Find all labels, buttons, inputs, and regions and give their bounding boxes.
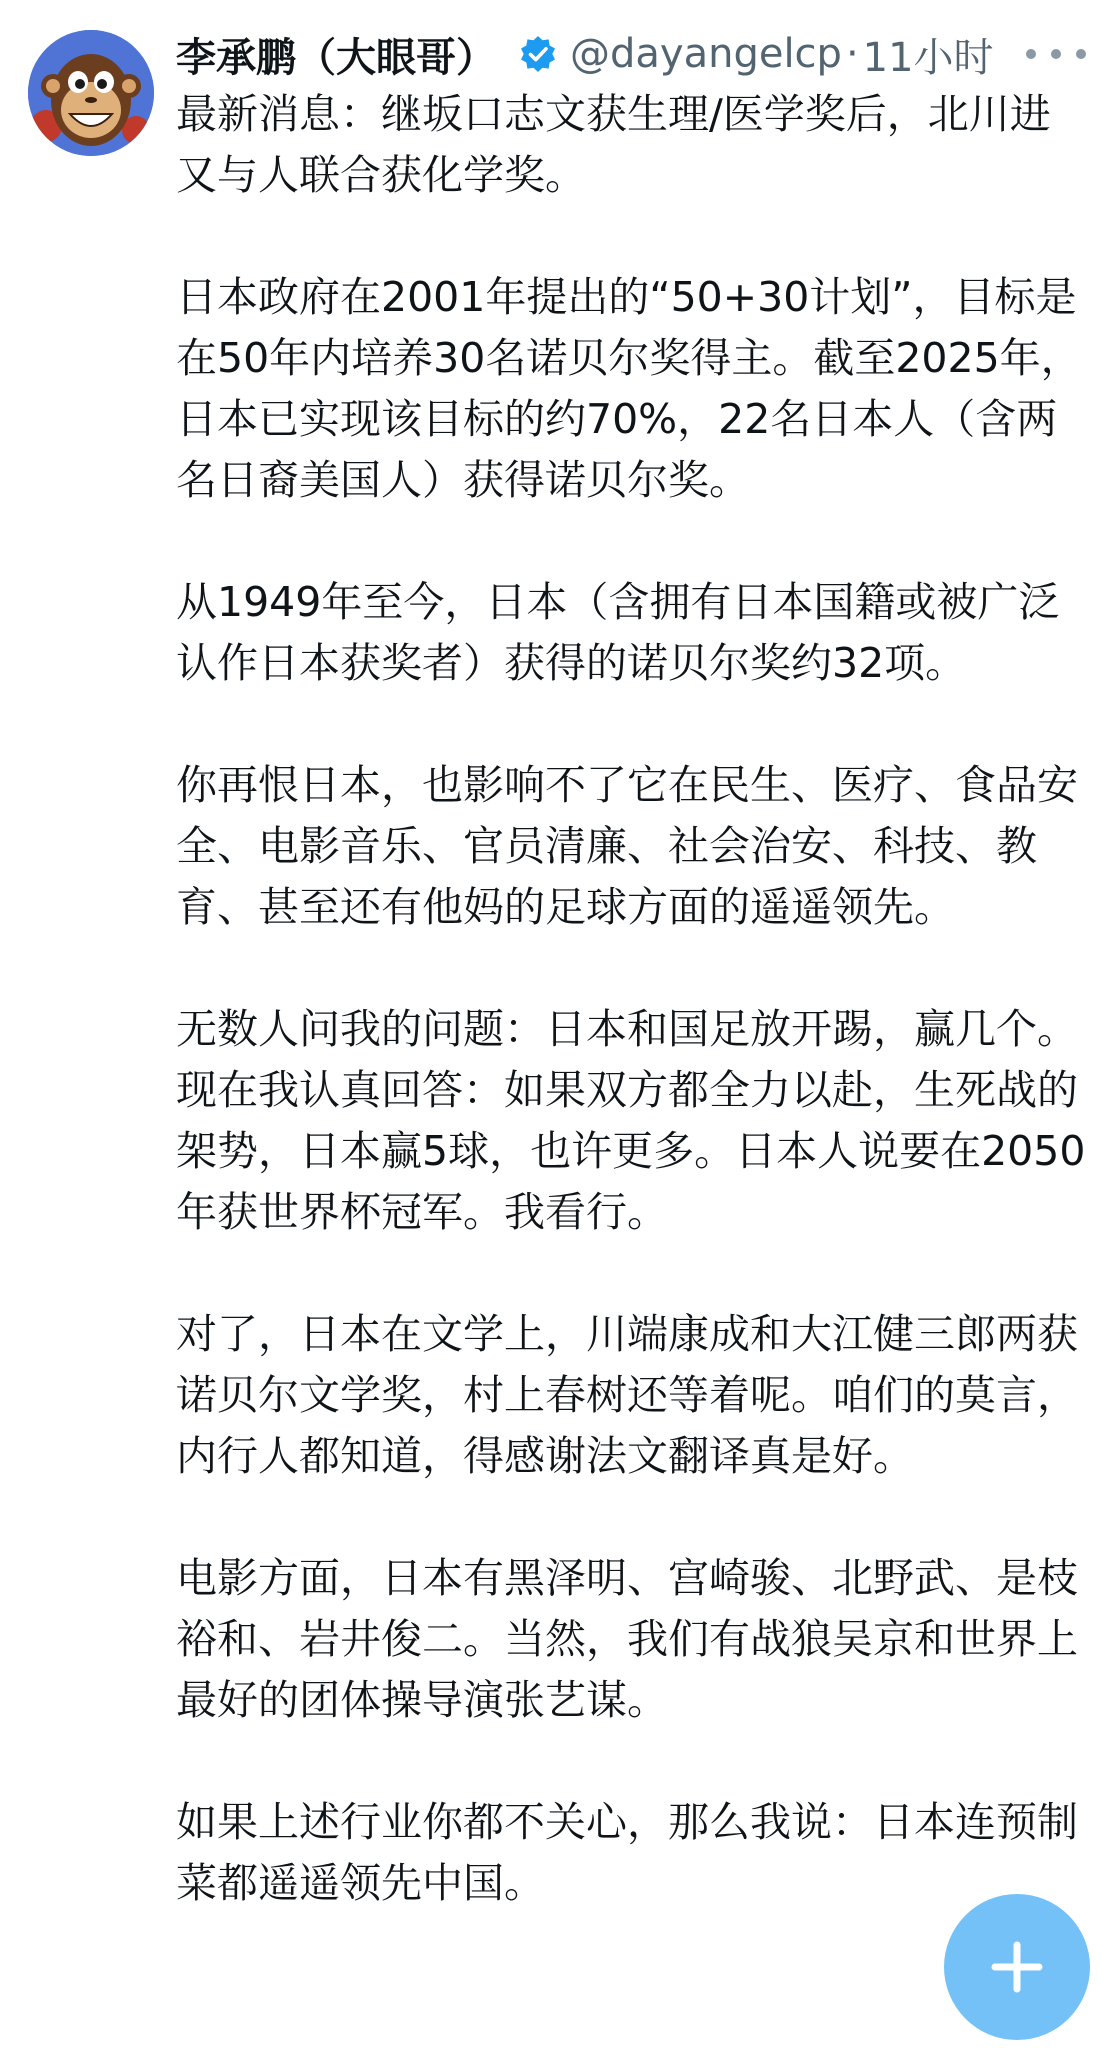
post-paragraph: 如果上述行业你都不关心，那么我说：日本连预制菜都遥遥领先中国。 xyxy=(176,1798,1078,1907)
more-dot xyxy=(1026,49,1036,59)
more-dot xyxy=(1051,49,1061,59)
avatar[interactable] xyxy=(28,30,154,156)
user-handle[interactable]: @dayangelcp xyxy=(570,31,842,77)
plus-icon xyxy=(987,1937,1047,1997)
separator-dot: · xyxy=(845,31,859,77)
post-paragraph: 日本政府在2001年提出的“50+30计划”，目标是在50年内培养30名诺贝尔奖得主。截至2025年，日本已实现该目标的约70%，22名日本人（含两名日裔美国人）获得诺贝尔奖。 xyxy=(176,273,1082,504)
compose-button[interactable] xyxy=(944,1894,1090,2040)
more-options-icon[interactable] xyxy=(1026,34,1086,74)
more-dot xyxy=(1076,49,1086,59)
post-text xyxy=(176,84,1086,1914)
post-header xyxy=(176,22,1092,86)
post-paragraph: 无数人问我的问题：日本和国足放开踢，赢几个。现在我认真回答：如果双方都全力以赴，生死战的架势，日本赢5球，也许更多。日本人说要在2050年获世界杯冠军。我看行。 xyxy=(176,1005,1086,1236)
post-paragraph: 最新消息：继坂口志文获生理/医学奖后，北川进又与人联合获化学奖。 xyxy=(176,90,1051,199)
cartoon-monkey-avatar-icon xyxy=(28,30,154,156)
post-paragraph: 你再恨日本，也影响不了它在民生、医疗、食品安全、电影音乐、官员清廉、社会治安、科技、教育、甚至还有他妈的足球方面的遥遥领先。 xyxy=(176,761,1078,931)
display-name[interactable]: 李承鹏（大眼哥） xyxy=(176,34,496,81)
verified-badge-icon xyxy=(518,34,558,74)
post-paragraph: 电影方面，日本有黑泽明、宫崎骏、北野武、是枝裕和、岩井俊二。当然，我们有战狼吴京和世界上最好的团体操导演张艺谋。 xyxy=(176,1554,1078,1724)
post-time[interactable]: 11小时 xyxy=(862,34,994,81)
post-paragraph: 从1949年至今，日本（含拥有日本国籍或被广泛认作日本获奖者）获得的诺贝尔奖约32项。 xyxy=(176,578,1060,687)
post-paragraph: 对了，日本在文学上，川端康成和大江健三郎两获诺贝尔文学奖，村上春树还等着呢。咱们的莫言，内行人都知道，得感谢法文翻译真是好。 xyxy=(176,1310,1078,1480)
